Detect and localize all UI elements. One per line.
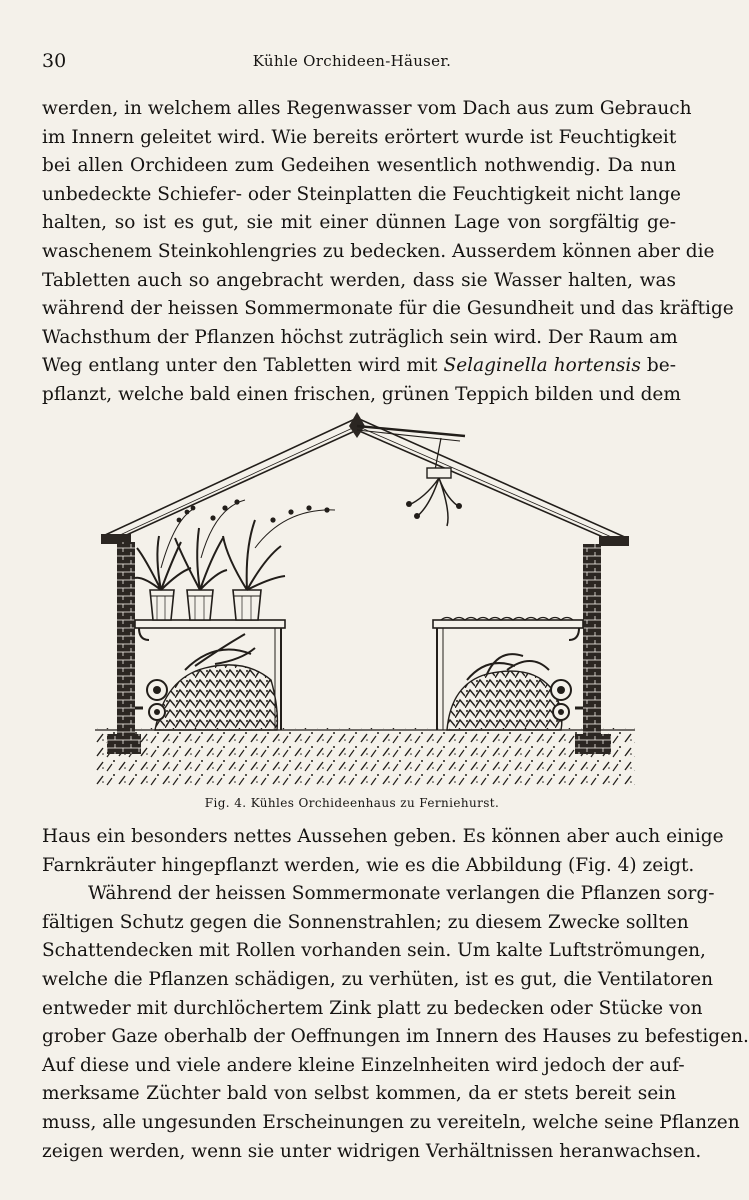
text-line: im Innern geleitet wird. Wie bereits erörtert wurde ist Feuchtigkeit (42, 126, 677, 148)
text-line: Auf diese und viele andere kleine Einzelnheiten wird jedoch der auf- (42, 1054, 685, 1076)
text-line: fältigen Schutz gegen die Sonnenstrahlen; zu diesem Zwecke sollten (42, 911, 689, 933)
text-line: halten, so ist es gut, sie mit einer dünnen Lage von sorgfältig ge- (42, 212, 676, 234)
text-line: waschenem Steinkohlengries zu bedecken. Ausserdem können aber die (42, 240, 715, 262)
text-line-with-italic (42, 352, 676, 381)
text-block-bottom (42, 823, 749, 1166)
paragraph-first-line: Während der heissen Sommermonate verlangen die Pflanzen sorg- (88, 883, 715, 905)
text-line: bei allen Orchideen zum Gedeihen wesentlich nothwendig. Da nun (42, 155, 676, 177)
text-line: welche die Pflanzen schädigen, zu verhüten, ist es gut, die Ventilatoren (42, 968, 714, 990)
text-line: Wachsthum der Pflanzen höchst zuträglich sein wird. Der Raum am (42, 326, 678, 348)
left-fern-rockery (147, 634, 277, 730)
text-line: Farnkräuter hingepflanzt werden, wie es die Abbildung (Fig. 4) zeigt. (42, 854, 695, 876)
text-line: unbedeckte Schiefer- oder Steinplatten die Feuchtigkeit nicht lange (42, 183, 681, 205)
text-line: pflanzt, welche bald einen frischen, grünen Teppich bilden und dem (42, 383, 681, 405)
text-segment: Weg entlang unter den Tabletten wird mit (42, 355, 444, 377)
text-line: merksame Züchter bald von selbst kommen, da er stets bereit sein (42, 1083, 676, 1105)
running-title: Kühle Orchideen-Häuser. (252, 52, 452, 70)
text-line: Haus ein besonders nettes Aussehen geben. Es können aber auch einige (42, 826, 724, 847)
greenhouse-illustration (95, 408, 635, 793)
text-block-top (42, 95, 734, 410)
right-fern-rockery (447, 654, 571, 730)
text-line: Tabletten auch so angebracht werden, dass sie Wasser halten, was (42, 269, 676, 291)
species-name: Selaginella hortensis (443, 355, 641, 377)
text-line: grober Gaze oberhalb der Oeffnungen im Innern des Hauses zu befestigen. (42, 1026, 749, 1048)
figure-caption: Fig. 4. Kühles Orchideenhaus zu Ferniehurst. (204, 796, 500, 810)
flower-pot (223, 505, 335, 620)
ground (95, 728, 635, 786)
text-line: Schattendecken mit Rollen vorhanden sein. Um kalte Luftströmungen, (42, 940, 706, 962)
text-line: muss, alle ungesunden Erscheinungen zu vereiteln, welche seine Pflanzen (42, 1111, 740, 1133)
page-header (42, 50, 662, 74)
left-brick-wall (107, 542, 141, 754)
text-line: zeigen werden, wenn sie unter widrigen Verhältnissen heranwachsen. (42, 1140, 702, 1162)
page-number: 30 (42, 50, 67, 72)
roof (101, 412, 629, 546)
text-line: entweder mit durchlöchertem Zink platt zu bedecken oder Stücke von (42, 997, 703, 1019)
text-line: während der heissen Sommermonate für die Gesundheit und das kräftige (42, 298, 734, 320)
right-brick-wall (575, 544, 611, 754)
text-segment: be- (640, 355, 676, 377)
text-line: werden, in welchem alles Regenwasser vom Dach aus zum Gebrauch (42, 98, 692, 119)
